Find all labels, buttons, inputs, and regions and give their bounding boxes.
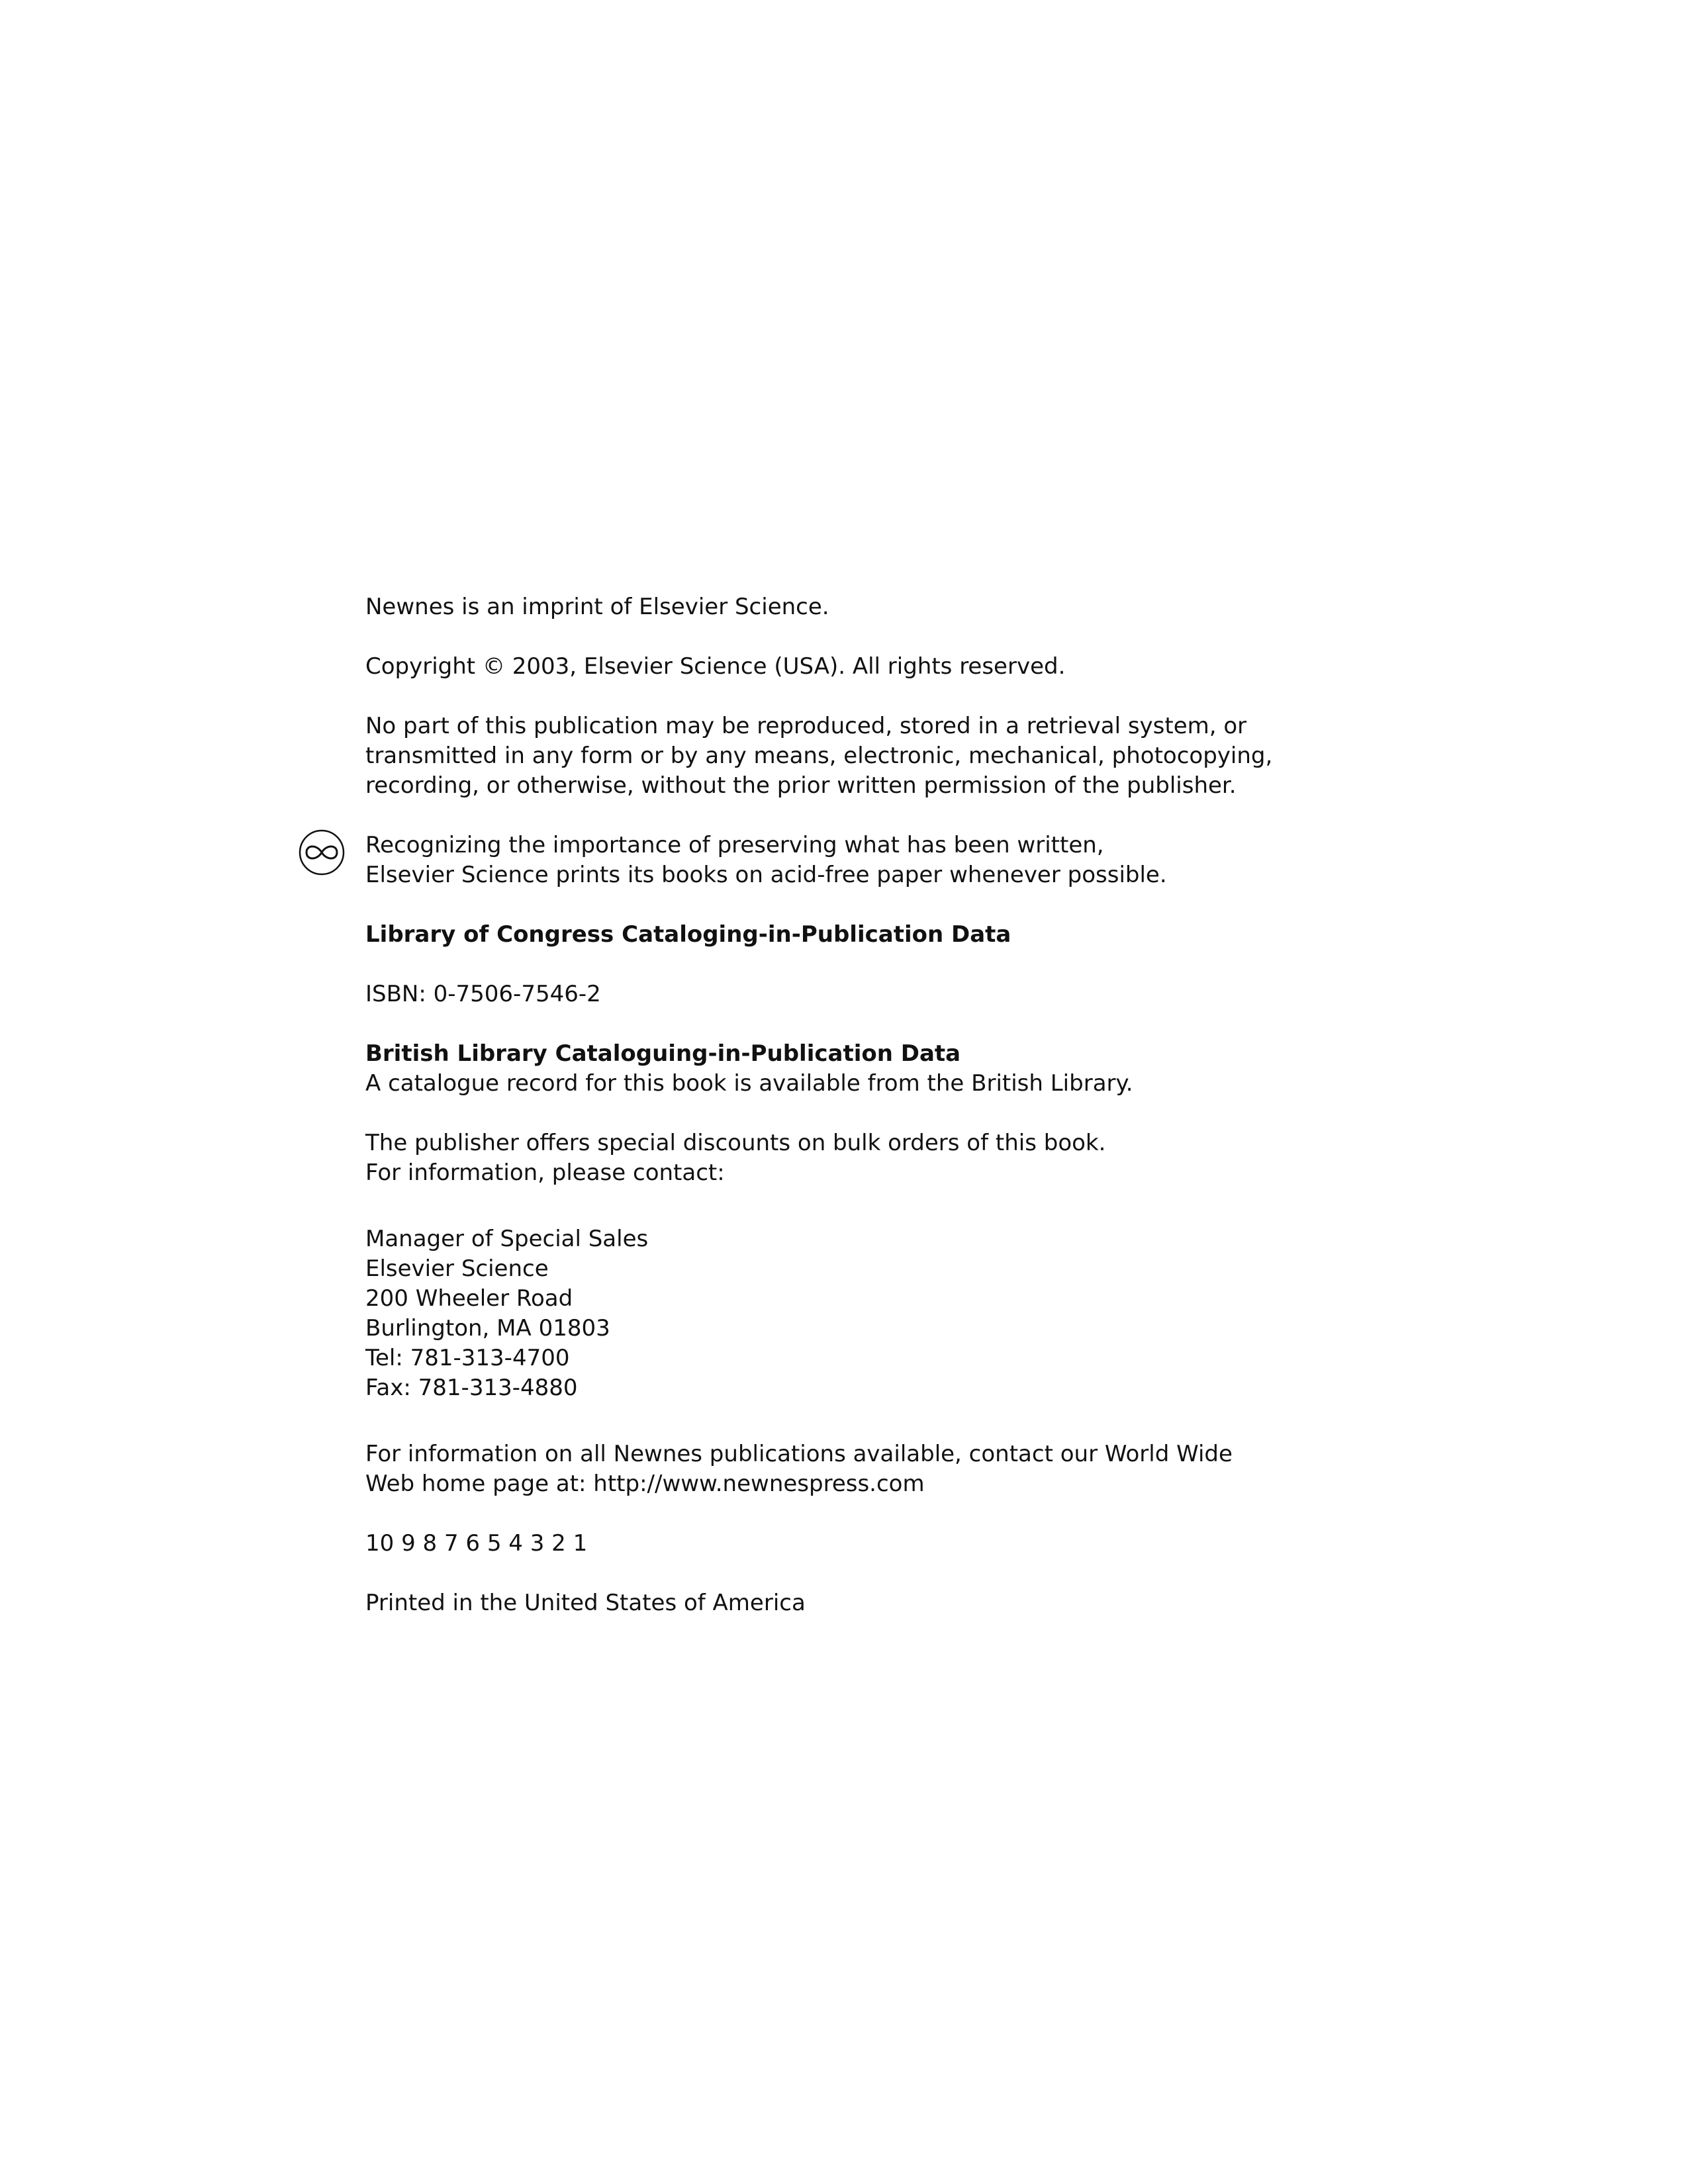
imprint-paragraph	[365, 592, 1623, 622]
discounts-line-2: For information, please contact:	[365, 1160, 725, 1186]
infinity-icon	[298, 829, 346, 876]
rights-line-3: recording, or otherwise, without the prior written permission of the publisher.	[365, 772, 1237, 799]
acid-free-line-1: Recognizing the importance of preserving what has been written,	[365, 832, 1104, 858]
contact-line-4: Burlington, MA 01803	[365, 1315, 610, 1342]
web-info-line-2: Web home page at: http://www.newnespress.com	[365, 1471, 925, 1497]
rights-line-1: No part of this publication may be reproduced, stored in a retrieval system, or	[365, 713, 1247, 739]
printed-in-paragraph	[365, 1588, 1623, 1618]
contact-line-3: 200 Wheeler Road	[365, 1285, 573, 1312]
imprint-line: Newnes is an imprint of Elsevier Science.	[365, 594, 829, 620]
contact-fax: Fax: 781-313-4880	[365, 1375, 578, 1401]
isbn-paragraph	[365, 979, 1623, 1009]
copyright-text-block	[365, 592, 1623, 1648]
british-library-text: A catalogue record for this book is available from the British Library.	[365, 1070, 1133, 1097]
acid-free-paragraph	[365, 831, 1623, 890]
contact-line-2: Elsevier Science	[365, 1255, 549, 1282]
contact-address	[365, 1224, 1623, 1403]
copyright-line: Copyright © 2003, Elsevier Science (USA). All rights reserved.	[365, 653, 1066, 680]
printing-line: 10 9 8 7 6 5 4 3 2 1	[365, 1530, 588, 1557]
web-info-paragraph	[365, 1439, 1623, 1499]
british-library-heading: British Library Cataloguing-in-Publication Data	[365, 1040, 961, 1067]
loc-paragraph	[365, 920, 1623, 950]
copyright-paragraph	[365, 652, 1623, 682]
acid-free-line-2: Elsevier Science prints its books on acid-free paper whenever possible.	[365, 862, 1167, 888]
rights-paragraph	[365, 711, 1623, 801]
british-library-paragraph	[365, 1039, 1623, 1099]
contact-tel: Tel: 781-313-4700	[365, 1345, 570, 1371]
rights-line-2: transmitted in any form or by any means, electronic, mechanical, photocopying,	[365, 743, 1273, 769]
discounts-paragraph	[365, 1128, 1623, 1188]
web-info-line-1: For information on all Newnes publications available, contact our World Wide	[365, 1441, 1233, 1467]
loc-heading: Library of Congress Cataloging-in-Publication Data	[365, 921, 1011, 948]
discounts-line-1: The publisher offers special discounts on bulk orders of this book.	[365, 1130, 1106, 1156]
contact-line-1: Manager of Special Sales	[365, 1226, 649, 1252]
isbn-line: ISBN: 0-7506-7546-2	[365, 981, 601, 1007]
printed-in-line: Printed in the United States of America	[365, 1590, 806, 1616]
printing-line-paragraph	[365, 1529, 1623, 1559]
